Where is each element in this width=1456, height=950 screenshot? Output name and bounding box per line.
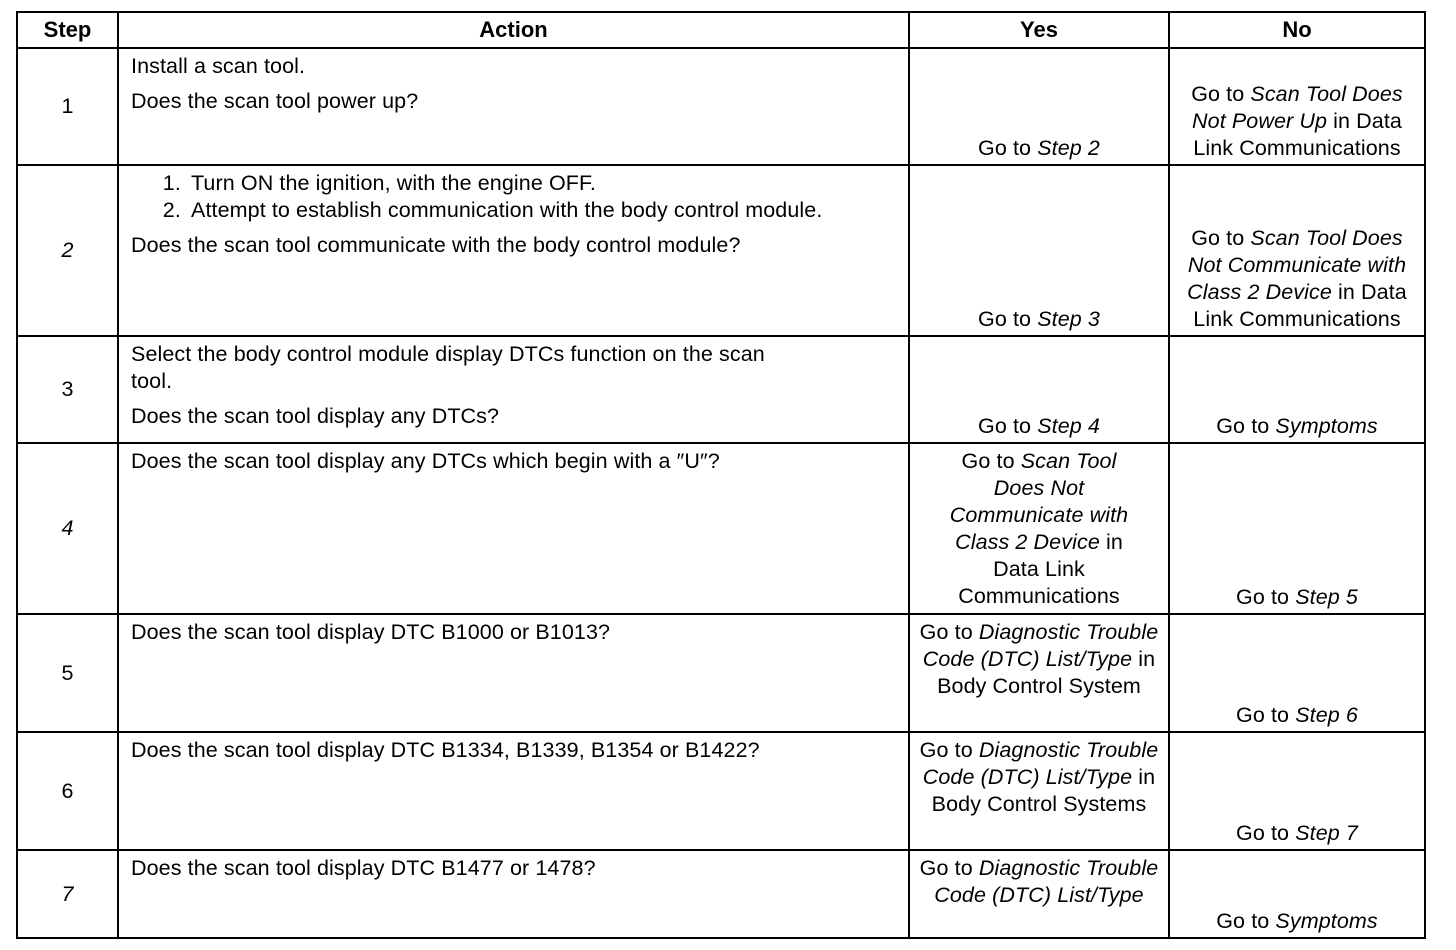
yes-pre: Go to [978, 414, 1038, 438]
action-question: Does the scan tool communicate with the body control module? [131, 233, 741, 257]
no-cell [1169, 336, 1425, 443]
table-row [17, 443, 1425, 614]
step-number: 3 [17, 336, 118, 443]
no-cell [1169, 443, 1425, 614]
yes-link[interactable]: Diagnostic Trouble Code (DTC) List/Type [922, 620, 1159, 671]
yes-cell [909, 165, 1169, 336]
action-step: 1. Turn ON the ignition, with the engine OFF. [187, 170, 898, 197]
action-steps-list [131, 170, 898, 224]
table-row [17, 732, 1425, 850]
step-number: 2 [17, 165, 118, 336]
yes-link[interactable]: Scan Tool Does Not Communicate with Class 2 Device [949, 449, 1129, 554]
no-pre: Go to [1191, 226, 1251, 250]
table-row [17, 165, 1425, 336]
yes-link[interactable]: Step 4 [1037, 414, 1100, 438]
no-link[interactable]: Symptoms [1275, 414, 1378, 438]
action-question: Does the scan tool display any DTCs? [131, 404, 500, 428]
yes-pre: Go to [961, 449, 1021, 473]
no-cell [1169, 165, 1425, 336]
table-row [17, 614, 1425, 732]
no-cell [1169, 614, 1425, 732]
no-link[interactable]: Symptoms [1275, 909, 1378, 933]
action-cell [118, 443, 909, 614]
yes-pre: Go to [978, 307, 1038, 331]
header-action: Action [118, 12, 909, 48]
no-pre: Go to [1236, 703, 1296, 727]
yes-cell [909, 336, 1169, 443]
table-row [17, 48, 1425, 165]
header-step: Step [17, 12, 118, 48]
yes-link[interactable]: Diagnostic Trouble Code (DTC) List/Type [922, 738, 1159, 789]
yes-cell [909, 732, 1169, 850]
no-link[interactable]: Step 7 [1295, 821, 1358, 845]
action-cell [118, 165, 909, 336]
no-post: in Data Link Communications [1193, 109, 1402, 160]
action-cell [118, 48, 909, 165]
no-pre: Go to [1236, 585, 1296, 609]
yes-pre: Go to [919, 620, 979, 644]
action-question: Does the scan tool display any DTCs which begin with a ″U″? [131, 449, 720, 473]
yes-pre: Go to [978, 136, 1038, 160]
no-pre: Go to [1216, 909, 1276, 933]
yes-post: in Body Control Systems [931, 765, 1156, 816]
yes-pre: Go to [919, 738, 979, 762]
no-link[interactable]: Scan Tool Does Not Communicate with Class 2 Device [1187, 226, 1407, 304]
no-pre: Go to [1236, 821, 1296, 845]
step-number: 4 [17, 443, 118, 614]
header-yes: Yes [909, 12, 1169, 48]
table-row [17, 336, 1425, 443]
yes-link[interactable]: Step 3 [1037, 307, 1100, 331]
no-post: in Data Link Communications [1193, 280, 1407, 331]
yes-post: in Data Link Communications [958, 530, 1123, 608]
no-link[interactable]: Scan Tool Does Not Power Up [1192, 82, 1403, 133]
yes-pre: Go to [919, 856, 979, 880]
yes-link[interactable]: Step 2 [1037, 136, 1100, 160]
yes-cell [909, 614, 1169, 732]
yes-cell [909, 443, 1169, 614]
action-cell [118, 336, 909, 443]
step-number: 7 [17, 850, 118, 938]
step-number: 1 [17, 48, 118, 165]
step-number: 5 [17, 614, 118, 732]
action-question: Does the scan tool power up? [131, 89, 419, 113]
header-row [17, 12, 1425, 48]
action-cell [118, 850, 909, 938]
yes-link[interactable]: Diagnostic Trouble Code (DTC) List/Type [934, 856, 1159, 907]
action-cell [118, 732, 909, 850]
action-text: Install a scan tool. [131, 54, 306, 78]
action-question: Does the scan tool display DTC B1477 or 1478? [131, 856, 596, 880]
no-pre: Go to [1191, 82, 1251, 106]
no-cell [1169, 732, 1425, 850]
action-cell [118, 614, 909, 732]
yes-cell [909, 850, 1169, 938]
header-no: No [1169, 12, 1425, 48]
no-cell [1169, 48, 1425, 165]
yes-cell [909, 48, 1169, 165]
no-cell [1169, 850, 1425, 938]
action-step: 2. Attempt to establish communication with the body control module. [187, 197, 898, 224]
step-number: 6 [17, 732, 118, 850]
action-text: Select the body control module display DTCs function on the scan tool. [131, 342, 765, 393]
diagnostic-table [16, 11, 1426, 939]
table-row [17, 850, 1425, 938]
no-link[interactable]: Step 5 [1295, 585, 1358, 609]
action-question: Does the scan tool display DTC B1334, B1339, B1354 or B1422? [131, 738, 760, 762]
yes-post: in Body Control System [937, 647, 1156, 698]
no-link[interactable]: Step 6 [1295, 703, 1358, 727]
action-question: Does the scan tool display DTC B1000 or B1013? [131, 620, 611, 644]
no-pre: Go to [1216, 414, 1276, 438]
